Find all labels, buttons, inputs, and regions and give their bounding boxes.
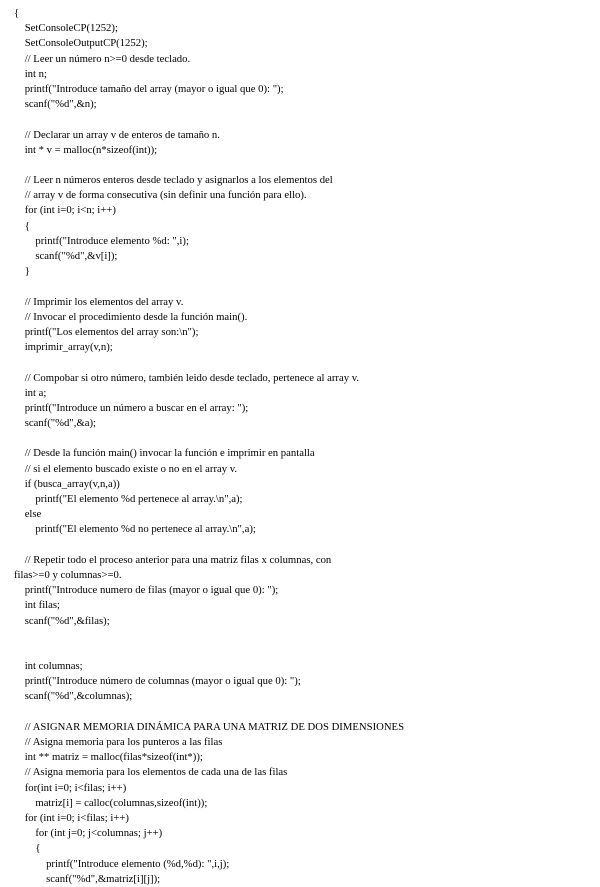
code-line: printf("Los elementos del array son:\n");: [14, 325, 199, 338]
code-line: {: [14, 219, 30, 232]
code-line: }: [14, 265, 30, 278]
code-line: // ASIGNAR MEMORIA DINÁMICA PARA UNA MATRIZ DE DOS DIMENSIONES: [14, 720, 405, 733]
code-line: // si el elemento buscado existe o no en el array v.: [14, 462, 238, 475]
code-line: printf("Introduce numero de filas (mayor o igual que 0): ");: [14, 584, 279, 597]
code-line: printf("El elemento %d no pertenece al array.\n",a);: [14, 523, 256, 536]
code-line: // Declarar un array v de enteros de tamaño n.: [14, 128, 220, 141]
code-line: filas>=0 y columnas>=0.: [14, 568, 122, 581]
code-line: // Leer n números enteros desde teclado y asignarlos a los elementos del: [14, 174, 333, 187]
code-line: scanf("%d",&columnas);: [14, 690, 133, 703]
code-line: // array v de forma consecutiva (sin definir una función para ello).: [14, 189, 307, 202]
code-line: // Desde la función main() invocar la función e imprimir en pantalla: [14, 447, 315, 460]
code-line: scanf("%d",&a);: [14, 417, 97, 430]
code-line: else: [14, 508, 42, 521]
code-line: SetConsoleCP(1252);: [14, 22, 118, 35]
code-line: [14, 538, 600, 553]
code-line: [14, 644, 600, 659]
code-line: {: [14, 7, 20, 19]
code-line: printf("Introduce elemento (%d,%d): ",i,j);: [14, 857, 230, 870]
code-line: scanf("%d",&n);: [14, 98, 97, 111]
code-line: // Repetir todo el proceso anterior para una matriz filas x columnas, con: [14, 553, 332, 566]
code-line: scanf("%d",&v[i]);: [14, 250, 118, 262]
code-line: [14, 112, 600, 127]
code-line: printf("Introduce elemento %d: ",i);: [14, 234, 189, 247]
code-line: for (int j=0; j<columnas; j++): [14, 827, 163, 840]
code-line: for (int i=0; i<filas; i++): [14, 811, 129, 824]
code-line: printf("Introduce un número a buscar en el array: ");: [14, 401, 249, 414]
code-line: [14, 279, 600, 294]
code-line: printf("Introduce número de columnas (mayor o igual que 0): ");: [14, 675, 301, 688]
code-line: int ** matriz = malloc(filas*sizeof(int*));: [14, 751, 203, 764]
code-line: int columnas;: [14, 660, 83, 673]
code-line: for (int i=0; i<n; i++): [14, 204, 116, 217]
code-line: [14, 705, 600, 720]
code-line: [14, 355, 600, 370]
code-line: [14, 431, 600, 446]
code-line: SetConsoleOutputCP(1252);: [14, 37, 148, 50]
code-line: // Invocar el procedimiento desde la función main().: [14, 310, 248, 323]
code-line: // Asigna memoria para los elementos de cada una de las filas: [14, 766, 288, 779]
code-line: if (busca_array(v,n,a)): [14, 477, 120, 490]
code-line: int a;: [14, 386, 47, 399]
code-line: {: [14, 842, 41, 855]
code-line: // Asigna memoria para los punteros a las filas: [14, 736, 223, 748]
code-line: int filas;: [14, 599, 61, 612]
code-line: [14, 158, 600, 173]
code-line: int n;: [14, 67, 47, 80]
code-line: printf("El elemento %d pertenece al array.\n",a);: [14, 493, 243, 505]
code-line: printf("Introduce tamaño del array (mayor o igual que 0): ");: [14, 82, 284, 95]
code-line: scanf("%d",&filas);: [14, 614, 110, 627]
code-line: imprimir_array(v,n);: [14, 341, 113, 354]
code-line: [14, 629, 600, 644]
code-line: for(int i=0; i<filas; i++): [14, 781, 127, 794]
code-line: scanf("%d",&matriz[i][j]);: [14, 872, 161, 885]
code-line: int * v = malloc(n*sizeof(int));: [14, 143, 158, 156]
code-line: // Imprimir los elementos del array v.: [14, 295, 184, 308]
code-line: // Compobar si otro número, también leido desde teclado, pertenece al array v.: [14, 371, 360, 384]
code-line: // Leer un número n>=0 desde teclado.: [14, 52, 191, 65]
code-line: matriz[i] = calloc(columnas,sizeof(int));: [14, 796, 208, 809]
